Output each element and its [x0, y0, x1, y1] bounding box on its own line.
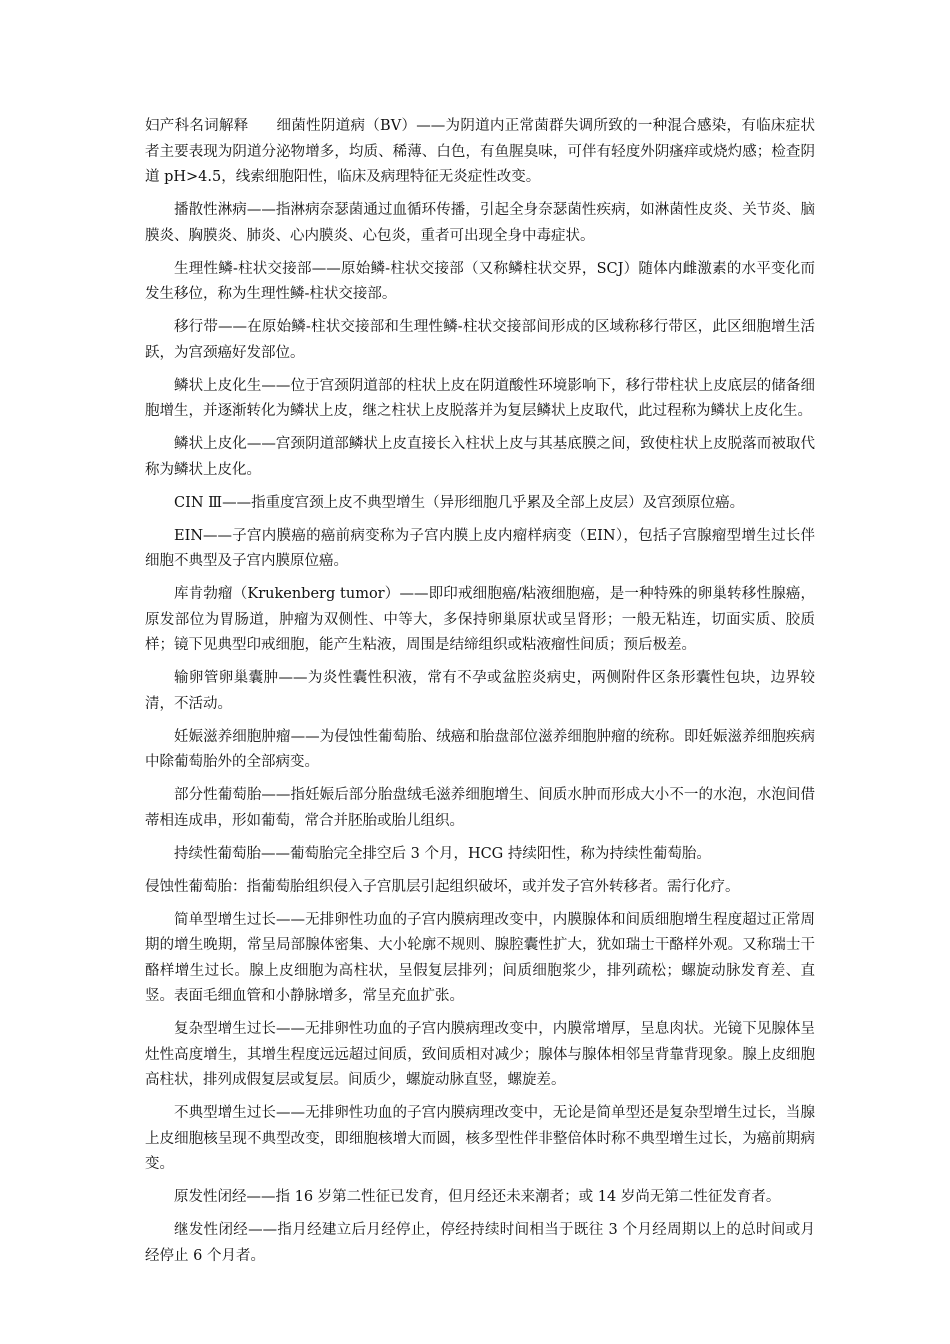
definition-paragraph: 鳞状上皮化——宫颈阴道部鳞状上皮直接长入柱状上皮与其基底膜之间，致使柱状上皮脱落而被取代称为鳞状上皮化。 — [145, 436, 815, 478]
definition-paragraph: 不典型增生过长——无排卵性功血的子宫内膜病理改变中，无论是简单型还是复杂型增生过长，当腺上皮细胞核呈现不典型改变，即细胞核增大而圆，核多型性伴非整倍体时称不典型增生过长，为癌前期病变。 — [145, 1105, 815, 1172]
definition-paragraph: 原发性闭经——指 16 岁第二性征已发育，但月经还未来潮者；或 14 岁尚无第二性征发育者。 — [174, 1189, 781, 1205]
document-intro-paragraph — [145, 114, 815, 191]
definition-bv: 细菌性阴道病（BV）——为阴道内正常菌群失调所致的一种混合感染，有临床症状者主要表现为阴道分泌物增多，均质、稀薄、白色，有鱼腥臭味，可伴有轻度外阴瘙痒或烧灼感；检查阴道 pH>4.5，线索细胞阳性，临床及病理特征无炎症性改变。 — [145, 118, 816, 185]
definition-paragraph: CIN Ⅲ——指重度宫颈上皮不典型增生（异形细胞几乎累及全部上皮层）及宫颈原位癌。 — [174, 494, 745, 511]
definition-paragraph: EIN——子宫内膜癌的癌前病变称为子宫内膜上皮内瘤样病变（EIN），包括子宫腺瘤型增生过长伴细胞不典型及子宫内膜原位癌。 — [145, 527, 815, 569]
document-title: 妇产科名词解释 — [145, 118, 249, 134]
document-page — [145, 114, 815, 1277]
definition-paragraph: 播散性淋病——指淋病奈瑟菌通过血循环传播，引起全身奈瑟菌性疾病，如淋菌性皮炎、关节炎、脑膜炎、胸膜炎、肺炎、心内膜炎、心包炎，重者可出现全身中毒症状。 — [145, 202, 815, 244]
definition-paragraph: 复杂型增生过长——无排卵性功血的子宫内膜病理改变中，内膜常增厚，呈息肉状。光镜下见腺体呈灶性高度增生，其增生程度远远超过间质，致间质相对减少；腺体与腺体相邻呈背靠背现象。腺上皮细胞高柱状，排列成假复层或复层。间质少，螺旋动脉直竖，螺旋差。 — [145, 1021, 815, 1088]
definition-paragraph: 持续性葡萄胎——葡萄胎完全排空后 3 个月，HCG 持续阳性，称为持续性葡萄胎。 — [174, 845, 711, 862]
definition-paragraph: 库肯勃瘤（Krukenberg tumor）——即印戒细胞癌/粘液细胞癌，是一种特殊的卵巢转移性腺癌，原发部位为胃肠道，肿瘤为双侧性、中等大，多保持卵巢原状或呈肾形；一般无粘连，切面实质、胶质样；镜下见典型印戒细胞，能产生粘液，周围是结缔组织或粘液瘤性间质；预后极差。 — [145, 586, 815, 653]
definition-paragraph: 输卵管卵巢囊肿——为炎性囊性积液，常有不孕或盆腔炎病史，两侧附件区条形囊性包块，边界较清，不活动。 — [145, 670, 815, 712]
definition-paragraph: 简单型增生过长——无排卵性功血的子宫内膜病理改变中，内膜腺体和间质细胞增生程度超过正常周期的增生晚期，常呈局部腺体密集、大小轮廓不规则、腺腔囊性扩大，犹如瑞士干酪样外观。又称瑞士干酪样增生过长。腺上皮细胞为高柱状，呈假复层排列；间质细胞浆少，排列疏松；螺旋动脉发育差、直竖。表面毛细血管和小静脉增多，常呈充血扩张。 — [145, 911, 815, 1004]
definition-paragraph: 移行带——在原始鳞-柱状交接部和生理性鳞-柱状交接部间形成的区域称移行带区，此区细胞增生活跃，为宫颈癌好发部位。 — [145, 319, 815, 361]
definition-paragraph-unindented: 侵蚀性葡萄胎：指葡萄胎组织侵入子宫肌层引起组织破坏，或并发子宫外转移者。需行化疗。 — [145, 878, 740, 895]
definition-paragraph: 妊娠滋养细胞肿瘤——为侵蚀性葡萄胎、绒癌和胎盘部位滋养细胞肿瘤的统称。即妊娠滋养细胞疾病中除葡萄胎外的全部病变。 — [145, 728, 815, 770]
definition-paragraph: 部分性葡萄胎——指妊娠后部分胎盘绒毛滋养细胞增生、间质水肿而形成大小不一的水泡，水泡间借蒂相连成串，形如葡萄，常合并胚胎或胎儿组织。 — [145, 787, 815, 829]
definition-paragraph: 生理性鳞-柱状交接部——原始鳞-柱状交接部（又称鳞柱状交界，SCJ）随体内雌激素的水平变化而发生移位，称为生理性鳞-柱状交接部。 — [145, 260, 815, 302]
definition-paragraph: 鳞状上皮化生——位于宫颈阴道部的柱状上皮在阴道酸性环境影响下，移行带柱状上皮底层的储备细胞增生，并逐渐转化为鳞状上皮，继之柱状上皮脱落并为复层鳞状上皮取代，此过程称为鳞状上皮化生。 — [145, 377, 815, 419]
definition-paragraph: 继发性闭经——指月经建立后月经停止，停经持续时间相当于既往 3 个月经周期以上的总时间或月经停止 6 个月者。 — [145, 1222, 815, 1264]
